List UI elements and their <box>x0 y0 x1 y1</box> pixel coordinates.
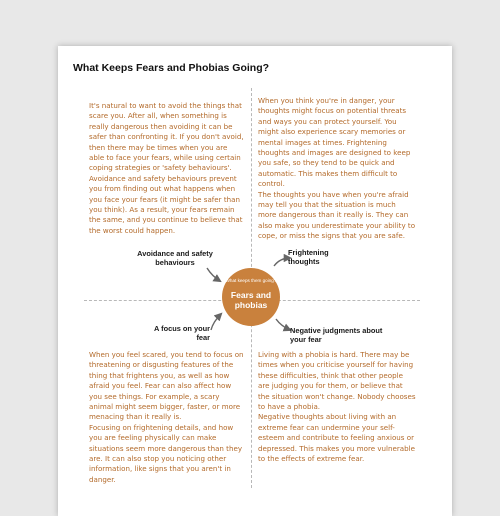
focus-paragraph-2: Focusing on frightening details, and how you are feeling physically can make situations seem more dangerous than they are. It can also stop you noticing other information, like signs that you aren't in danger. <box>89 422 243 484</box>
center-small-label: What keeps them going? <box>225 278 277 283</box>
center-main-label: Fears and phobias <box>230 290 272 310</box>
judgments-paragraph-1: Living with a phobia is hard. There may be times when you criticise yourself for having these difficulties, think that other people are judging you for them, or believe that the situation won't change. Nobody chooses to have a phobia. <box>258 350 416 412</box>
label-focus: A focus on your fear <box>154 324 210 342</box>
page-title: What Keeps Fears and Phobias Going? <box>73 62 270 74</box>
thoughts-paragraph-1: When you think you're in danger, your thoughts might focus on potential threats and ways you can protect yourself. You might also experience scary memories or mental images at times. Frightening thoughts and images are designed to keep you safe, so they tend to be quick and automatic. This makes them difficult to control. <box>258 96 411 189</box>
thoughts-paragraph-2: The thoughts you have when you're afraid may tell you that the situation is much more dangerous than it really is. They can also make you underestimate your ability to cope, or miss the signs that you are safe. <box>258 189 416 241</box>
focus-paragraph-1: When you feel scared, you tend to focus on threatening or disgusting features of the thing that frightens you, as well as how afraid you feel. Fear can also affect how you see things. For example, a scary animal might seem bigger, faster, or more menacing than it really is. <box>89 350 244 422</box>
avoidance-paragraph-1: It's natural to want to avoid the things that scare you. After all, when something is really dangerous then avoiding it can be safer than confronting it. If you don't avoid, then there may be times when you are able to face your fears, while using certain coping strategies or 'safety behaviours'. <box>89 101 244 173</box>
label-thoughts: Frightening thoughts <box>288 248 329 266</box>
arrow-center-to-judgments <box>276 319 290 330</box>
label-avoidance: Avoidance and safety behaviours <box>137 249 213 267</box>
arrow-avoidance-to-center <box>207 268 220 281</box>
avoidance-paragraph-2: Avoidance and safety behaviours prevent you from finding out what happens when you face your fears (it might be safer than you think). As a result, your fears remain the same, and you continue to believe that the worst could happen. <box>89 173 243 235</box>
arrow-focus-to-center <box>211 314 221 330</box>
label-judgments: Negative judgments about your fear <box>290 326 383 344</box>
judgments-paragraph-2: Negative thoughts about living with an extreme fear can undermine your self-esteem and contribute to feeling anxious or depressed. This makes you more vulnerable to the effects of extreme fear. <box>258 412 415 464</box>
center-circle <box>222 268 280 326</box>
